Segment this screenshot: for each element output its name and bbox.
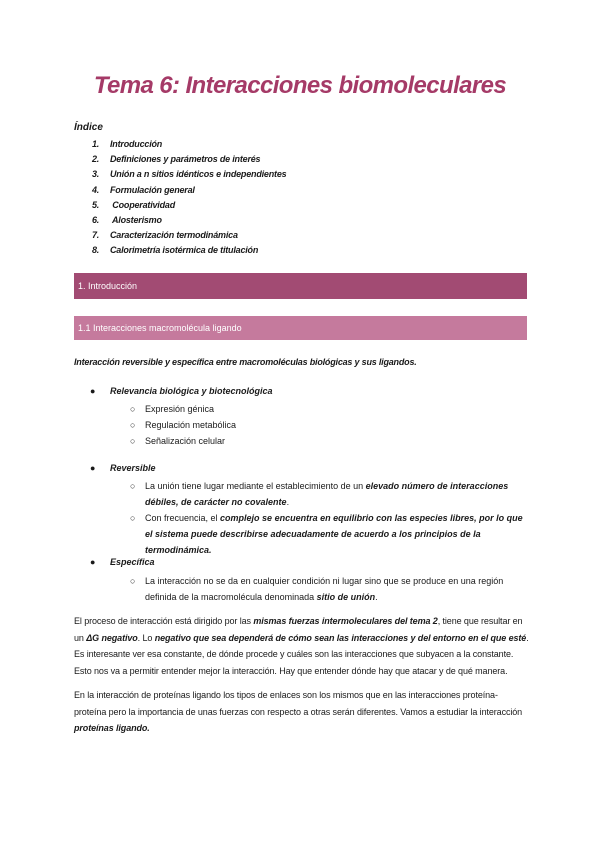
bullet-relevance: ● Relevancia biológica y biotecnológica — [90, 386, 273, 396]
bullet-specific: ● Específica — [90, 557, 155, 567]
index-label: Índice — [74, 122, 103, 133]
index-item: 8. Calorimetría isotérmica de titulación — [92, 245, 259, 256]
index-item: 2. Definiciones y parámetros de interés — [92, 154, 261, 165]
list-item: La interacción no se da en cualquier condición ni lugar sino que se produce en una región definida de la macromolécula denominada sitio de unión. — [145, 576, 504, 602]
lead-statement: Interacción reversible y específica entre macromoléculas biológicas y sus ligandos. — [74, 357, 417, 367]
list-item: La unión tiene lugar mediante el establecimiento de un elevado número de interacciones débiles, de carácter no covalente. — [145, 481, 509, 507]
index-item: 5. Cooperatividad — [92, 199, 176, 210]
index-list — [92, 137, 286, 259]
sub-bullet-icon: ○ — [130, 481, 136, 491]
index-item: 3. Unión a n sitios idénticos e independientes — [92, 169, 287, 180]
index-item: 4. Formulación general — [92, 184, 195, 195]
index-item: 6. Alosterismo — [92, 214, 162, 225]
section-heading-introduction: 1. Introducción — [74, 273, 527, 299]
sub-bullet-icon: ○ — [130, 576, 136, 586]
list-item: ○ Señalización celular — [130, 436, 226, 446]
list-item: ○ Expresión génica — [130, 404, 215, 414]
page-title: Tema 6: Interacciones biomoleculares — [93, 72, 507, 99]
list-item: ○ Regulación metabólica — [130, 420, 237, 430]
subsection-heading-interactions: 1.1 Interacciones macromolécula ligando — [74, 316, 527, 340]
paragraph: En la interacción de proteínas ligando los tipos de enlaces son los mismos que en las interacciones proteína-proteína pero la importancia de unas fuerzas con respecto a otras serán diferentes. Vamos a estudiar la interacción proteínas ligando. — [74, 690, 523, 733]
list-item: Con frecuencia, el complejo se encuentra en equilibrio con las especies libres, por lo que el sistema puede describirse adecuadamente de acuerdo a los principios de la termodinámica. — [145, 513, 523, 555]
index-item: 1. Introducción — [92, 139, 163, 149]
paragraph: El proceso de interacción está dirigido por las mismas fuerzas intermoleculares del tema 2, tiene que resultar en un ΔG negativo. Lo negativo que sea dependerá de cómo sean las interacciones y del entorno en el que esté. Es interesante ver esa constante, de dónde procede y cuáles son las interacciones que subyacen a la constante. Esto nos va a permitir entender mejor la interacción. Hay que entender dónde hay que atacar y de qué manera. — [74, 616, 529, 676]
index-item: 7. Caracterización termodinámica — [92, 230, 238, 241]
bullet-reversible: ● Reversible — [90, 463, 156, 473]
sub-bullet-icon: ○ — [130, 513, 136, 523]
